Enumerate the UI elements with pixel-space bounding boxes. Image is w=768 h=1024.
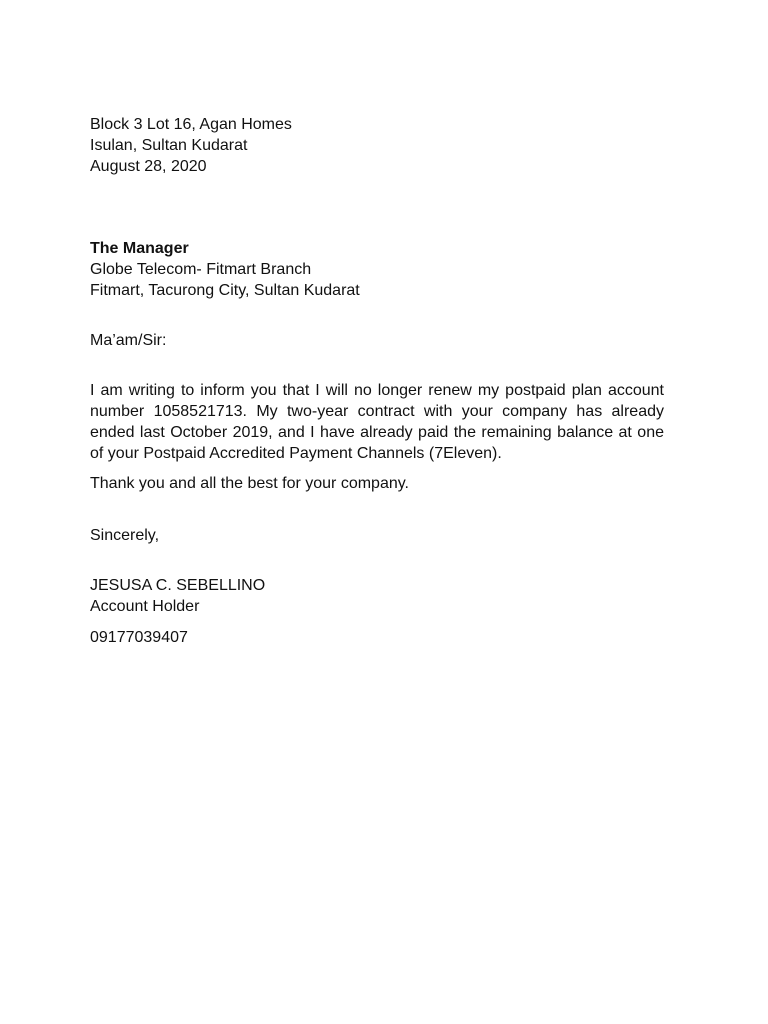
- sender-address-line-2: Isulan, Sultan Kudarat: [90, 137, 248, 154]
- sender-address-block: [90, 114, 664, 177]
- body-paragraph-2: Thank you and all the best for your company.: [90, 475, 409, 492]
- signatory-phone: 09177039407: [90, 629, 188, 646]
- salutation: Ma’am/Sir:: [90, 332, 167, 349]
- signatory-name: JESUSA C. SEBELLINO: [90, 577, 266, 594]
- letter-date: August 28, 2020: [90, 158, 207, 175]
- recipient-title: The Manager: [90, 240, 189, 257]
- body-paragraph-1: I am writing to inform you that I will no longer renew my postpaid plan account number 1058521713. My two-year contract with your company has already ended last October 2019, and I have already paid the remaining balance at one of your Postpaid Accredited Payment Channels (7Eleven).: [90, 382, 664, 462]
- sender-address-line-1: Block 3 Lot 16, Agan Homes: [90, 116, 292, 133]
- signatory-role: Account Holder: [90, 598, 200, 615]
- closing: Sincerely,: [90, 527, 160, 544]
- signature-block: [90, 575, 664, 617]
- recipient-company: Globe Telecom- Fitmart Branch: [90, 261, 312, 278]
- recipient-block: [90, 238, 664, 301]
- letter-content: [90, 114, 664, 648]
- recipient-address: Fitmart, Tacurong City, Sultan Kudarat: [90, 282, 360, 299]
